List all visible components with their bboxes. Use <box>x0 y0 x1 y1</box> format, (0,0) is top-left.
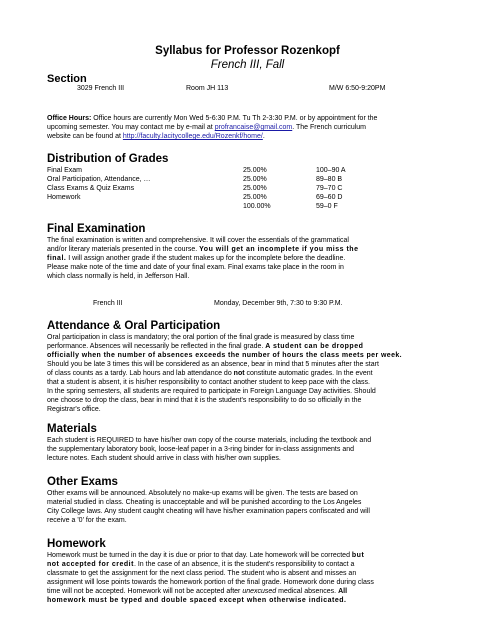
grade-range: 100–90 A <box>316 167 346 174</box>
attendance-heading: Attendance & Oral Participation <box>47 320 221 332</box>
grade-percent: 25.00% <box>243 167 267 174</box>
room: Room JH 113 <box>186 85 229 92</box>
grade-percent: 25.00% <box>243 185 267 192</box>
grade-percent-total: 100.00% <box>243 203 271 210</box>
grade-percent: 25.00% <box>243 176 267 183</box>
other-exams-paragraph: Other exams will be announced. Absolutely no make-up exams will be given. The tests are based on material studied in class. Cheating is unacceptable and will be punished according to the Los Angeles City College laws. Any student caught cheating will have his/her examination papers confiscated and will receive a '0' for the exam. <box>47 490 370 524</box>
final-exam-date: Monday, December 9th, 7:30 to 9:30 P.M. <box>214 300 343 307</box>
homework-paragraph: Homework must be turned in the day it is due or prior to that day. Late homework will be corrected but not accepted for credit. In the case of an absence, it is the student's responsibility to contact a classmate to get the assignment for the next class period. The student who is absent and misses an assignment will lose points towards the homework portion of the final grade. Homework done during class time will not be accepted. Homework will not be accepted after unexcused medical absences. All homework must be typed and double spaced except when otherwise indicated. <box>47 552 374 604</box>
section-heading: Section <box>47 73 87 85</box>
grade-item: Homework <box>47 194 81 201</box>
grade-percent: 25.00% <box>243 194 267 201</box>
course-code: 3029 French III <box>77 85 125 92</box>
page-title: Syllabus for Professor Rozenkopf <box>155 45 340 57</box>
attendance-paragraph: Oral participation in class is mandatory; the oral portion of the final grade is measured by class time performance. Absences will necessarily be reflected in the final grade. A student can be dropped officially when the number of absences exceeds the number of hours the class meets per week. Should you be late 3 times this will be considered as an absence, bear in mind that 5 minutes after the start of class counts as a tardy. Lab hours and lab attendance do not constitute automatic grades. In the event that a student is absent, it is his/her responsibility to contact another student to keep pace with the class. In the spring semesters, all students are required to participate in Foreign Language Day activities. Should one choose to drop the class, bear in mind that it is the student's responsibility to do so officially in the Registrar's office. <box>47 334 403 413</box>
grade-item: Oral Participation, Attendance, … <box>47 176 151 183</box>
grade-range: 89–80 B <box>316 176 343 183</box>
email-link[interactable]: profrancaise@gmail.com <box>214 124 293 131</box>
office-hours-paragraph: Office Hours: Office hours are currently Mon Wed 5-6:30 P.M. Tu Th 2-3:30 P.M. or by appointment for the upcoming semester. You may contact me by e-mail at profrancaise@gmail.com. The French curriculum website can be found at http://faculty.lacitycollege.edu/Rozenkf/home/. <box>47 115 378 140</box>
materials-heading: Materials <box>47 423 97 435</box>
class-time: M/W 6:50-9:20PM <box>329 85 386 92</box>
grade-range: 79–70 C <box>316 185 343 192</box>
curriculum-website-link[interactable]: http://faculty.lacitycollege.edu/Rozenkf/home/ <box>122 133 263 140</box>
final-exam-heading: Final Examination <box>47 223 146 235</box>
grades-heading: Distribution of Grades <box>47 153 169 165</box>
grade-item: Class Exams & Quiz Exams <box>47 185 135 192</box>
office-hours-label: Office Hours: <box>47 115 92 122</box>
homework-heading: Homework <box>47 538 106 550</box>
grade-range: 69–60 D <box>316 194 343 201</box>
final-exam-paragraph: The final examination is written and comprehensive. It will cover the essentials of the grammatical and/or literary materials presented in the course. You will get an incomplete if you miss the final. I will assign another grade if the student makes up for the incomplete before the deadline. Please make note of the time and date of your final exam. Final exams take place in the room in which class normally is held, in Jefferson Hall. <box>47 237 359 280</box>
grade-item: Final Exam <box>47 167 83 174</box>
grade-range: 59–0 F <box>316 203 338 210</box>
page-subtitle: French III, Fall <box>210 59 285 71</box>
materials-paragraph: Each student is REQUIRED to have his/her own copy of the course materials, including the textbook and the supplementary laboratory book, loose-leaf paper in a 3-ring binder for in-class assignments and lecture notes. Each student should arrive in class with his/her own supplies. <box>47 437 372 462</box>
final-exam-course: French III <box>93 300 123 307</box>
other-exams-heading: Other Exams <box>47 476 118 488</box>
